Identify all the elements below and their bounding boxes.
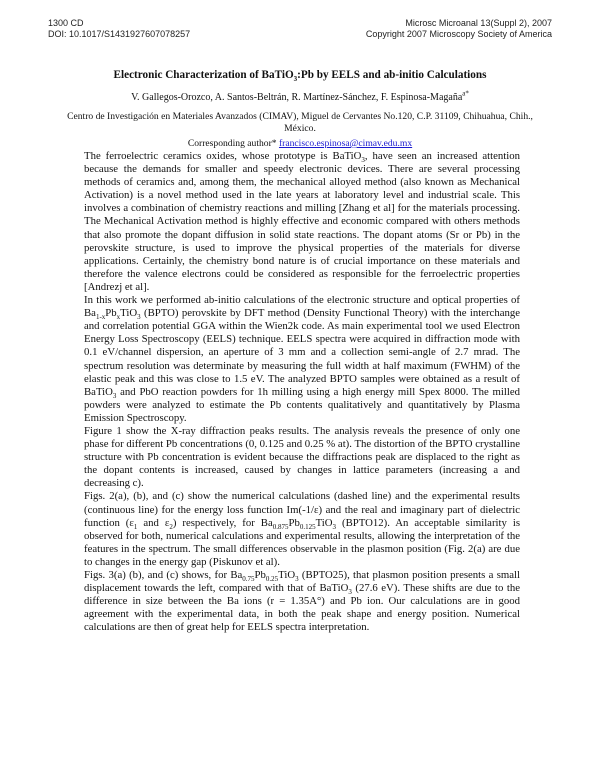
page-header-left [48, 18, 190, 39]
paragraph-intro: The ferroelectric ceramics oxides, whose prototype is BaTiO$_3$, have seen an increased attention because the demands for smaller and speedy electronic devices. There are several processing methods of ceramics and, among them, the mechanical alloyed method (also known as Mechanical Activation) is a novel method used in the late years at laboratory level and industrial scale. This involves a combination of chemistry reactions and milling [Zhang et al] for the materials processing. The Mechanical Activation method is highly effective and economic compared with others methods that also promote the dopant diffusion in solid state reactions. The dopant atoms (Sr or Pb) in the perovskite structure, is used to improve the physical properties of the materials for diverse applications. Certainly, the chemistry bond nature is of crucial importance on these materials and therefore the valence electrons could be considered as responsible for the ferroelectric properties [Andrezj et al]. [84, 150, 520, 293]
paragraph-fig3: Figs. 3(a) (b), and (c) shows, for $Ba_{0.75}Pb_{0.25}TiO_3$ (BPTO25), that plasmon position presents a small displacement towards the left, compared with that of BaTiO$_3$ (27.6 eV). These shifts are due to the difference in size between the Ba ions (r = 1.35A°) and Pb ion. Our calculations are in good agreement with the experimental data, in both the peak shape and energy position. Numerical calculations are then of great help for EELS spectra interpretation. [84, 569, 521, 634]
paragraph-methods: In this work we performed ab-initio calculations of the electronic structure and optical properties of $Ba_{1-x}Pb_xTiO_3$ (BPTO) perovskite by DFT method (Density Functional Theory) with the interchange and correlation potential GGA within the Wien2k code. As main experimental tool we used Electron Energy Loss Spectroscopy (EELS) technique. EELS spectra were acquired in diffraction mode with 0.1 eV/channel dispersion, an aperture of 3 mm and a collection semi-angle of 2.7 mrad. The spectrum resolution was determinate by measuring the full width at half maximum (FWHM) of the elastic peak and this was close to 1.5 eV. The analyzed BPTO samples were obtained as a result of BaTiO$_3$ and PbO reaction powders for 1h milling using a high energy mill Spex 8000. The milled powders were analyzed to estimate the Pb contents qualitatively and quantitatively by Plasma Emission Spectroscopy. [84, 294, 520, 424]
page-number: 1300 CD [48, 18, 84, 28]
paragraph-xrd: Figure 1 show the X-ray diffraction peaks results. The analysis reveals the presence of only one phase for different Pb concentrations (0, 0.125 and 0.25 % at). The distortion of the BPTO crystalline structure with Pb concentration is evident because the diffractions peak are displaced to the right as the dopant contents is increased, caused by changes in lattice parameters (increasing a and decreasing c). [84, 424, 520, 490]
affiliation: Centro de Investigación en Materiales Avanzados (CIMAV), Miguel de Cervantes No.120, C.P. 31109, Chihuahua, Chih., México. [67, 111, 533, 134]
paper-title: Electronic Characterization of BaTiO$_3$:Pb by EELS and ab-initio Calculations [113, 69, 487, 84]
author-list: V. Gallegos-Orozco, A. Santos-Beltrán, R. Martínez-Sánchez, F. Espinosa-Magaña$^{a*}$ [131, 89, 469, 103]
corresponding-label: Corresponding author* [187, 138, 277, 149]
paragraph-fig2: Figs. 2(a), (b), and (c) show the numerical calculations (dashed line) and the experimental results (continuous line) for the energy loss function Im(-1/ε) and the real and imaginary part of dielectric function ($\varepsilon_1$ and $\varepsilon_2$) respectively, for $Ba_{0.875}Pb_{0.125}TiO_3$ (BPTO12). An acceptable similarity is observed for both, numerical calculations and experimental results, allowing the interpretation of the features in the spectrum. The small differences observable in the plasmon position (Fig. 2(a) are due to changes in the energy gap (Piskunov et al). [84, 490, 521, 568]
doi: DOI: 10.1017/S1431927607078257 [48, 28, 191, 39]
journal-citation: Microsc Microanal 13(Suppl 2), 2007 [405, 18, 552, 28]
corresponding-author [48, 138, 552, 149]
email-link[interactable]: francisco.espinosa@cimav.edu.mx [278, 138, 413, 149]
page-header-right [366, 18, 552, 39]
corresponding-mark: a* [462, 89, 469, 98]
body-text [84, 150, 520, 634]
copyright: Copyright 2007 Microscopy Society of America [365, 28, 552, 39]
